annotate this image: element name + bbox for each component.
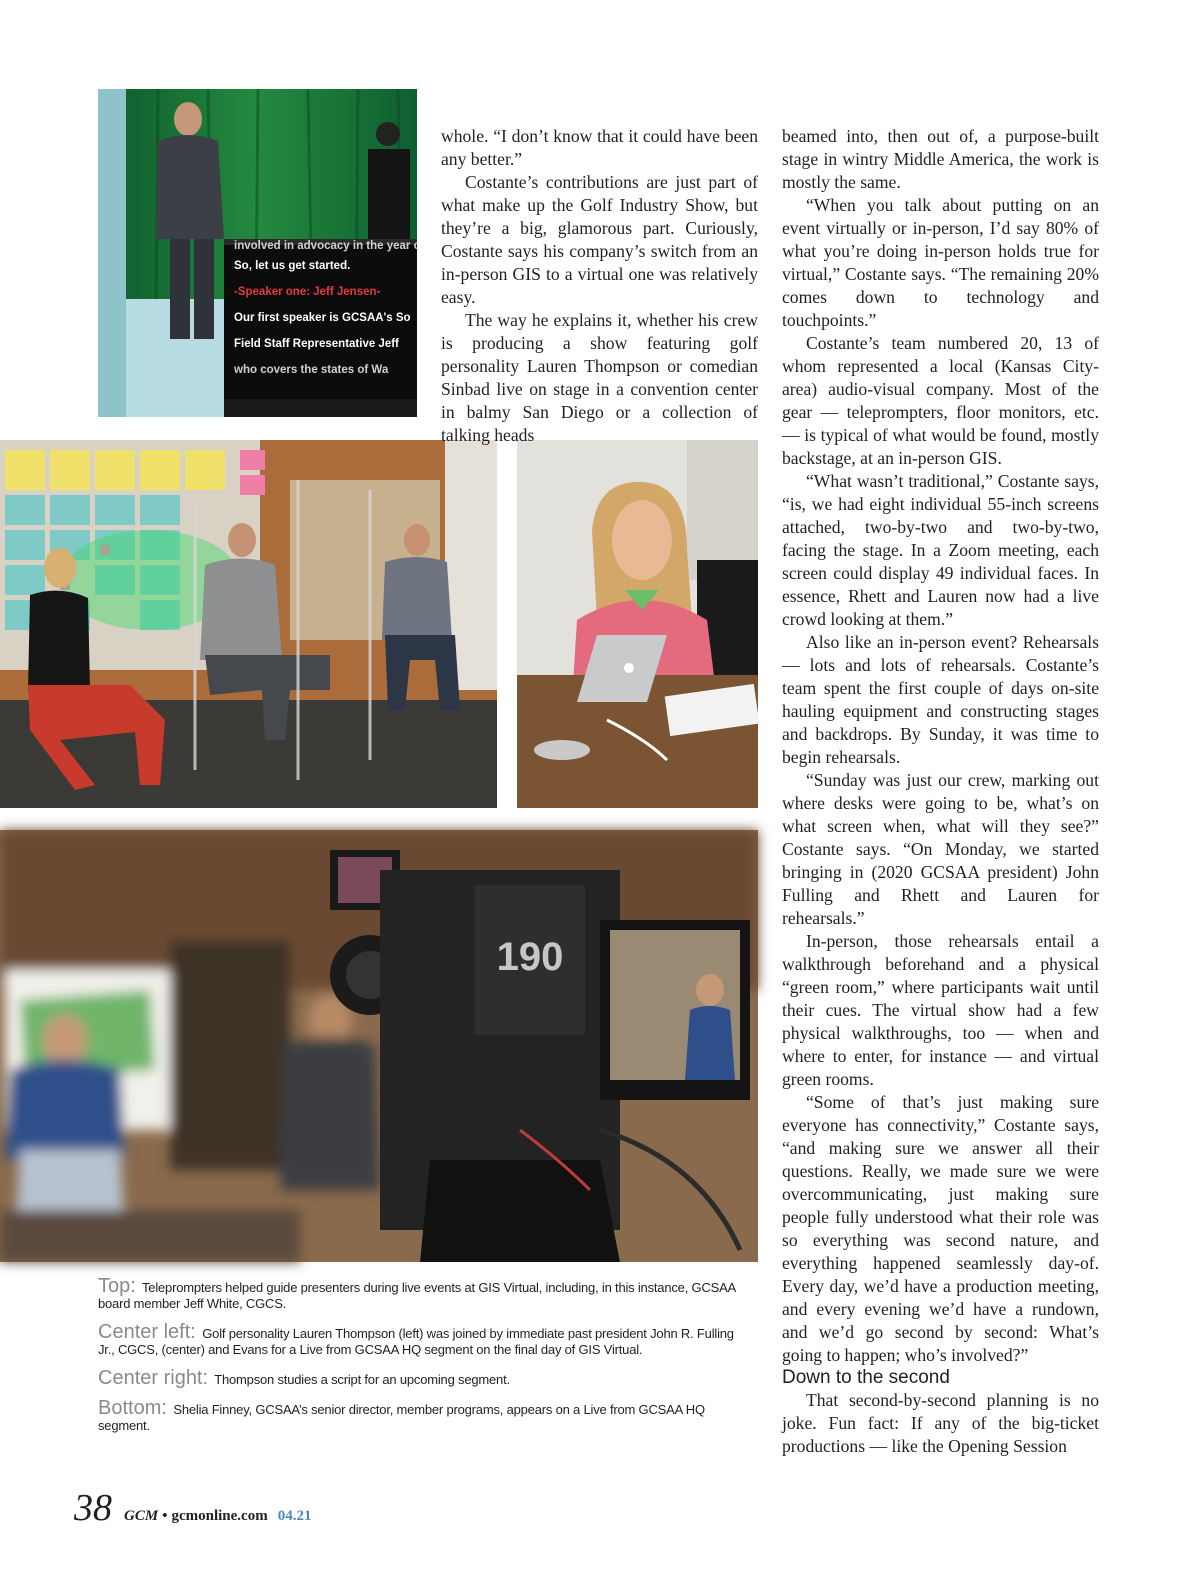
body-paragraph: The way he explains it, whether his crew is producing a show featuring golf personality Lauren Thompson or comedian Sinbad live on stage in a convention center in balmy San Diego or a collection of talking heads [441,310,758,445]
caption-bottom [98,1397,748,1434]
body-paragraph: Costante’s team numbered 20, 13 of whom represented a local (Kansas City-area) audio-visual company. Most of the gear — teleprompters, floor monitors, etc. — is typical of what would be found, mostly backstage, at an in-person GIS. [782,333,1099,468]
caption-center-right [98,1367,748,1389]
body-paragraph: “When you talk about putting on an event virtually or in-person, I’d say 80% of what you’re doing in-person holds true for virtual,” Costante says. “The remaining 20% comes down to technology and touchpoints.” [782,195,1099,330]
photo-camera-rig [0,830,758,1262]
website-link[interactable]: gcmonline.com [171,1508,268,1524]
caption-label: Center left: [98,1321,196,1343]
teleprompter-line: involved in advocacy in the year o [234,240,421,252]
caption-text: Teleprompters helped guide presenters during live events at GIS Virtual, including, in this instance, GCSAA board member Jeff White, CGCS. [98,1280,736,1311]
body-paragraph: “Sunday was just our crew, marking out where desks were going to be, what’s on what screen when, what will they see?” Costante says. “On Monday, we started bringing in (2020 GCSAA president) John Fulling and Rhett and Lauren for rehearsals.” [782,770,1099,928]
body-paragraph: beamed into, then out of, a purpose-built stage in wintry Middle America, the work is mostly the same. [782,126,1099,192]
caption-text: Shelia Finney, GCSAA’s senior director, member programs, appears on a Live from GCSAA HQ segment. [98,1402,705,1433]
teleprompter-line: -Speaker one: Jeff Jensen- [234,286,381,298]
article-column-right [782,125,1099,1458]
magazine-name: GCM [124,1508,159,1524]
photo-teleprompter [98,89,421,417]
caption-label: Center right: [98,1367,209,1389]
photo-thompson-desk [517,440,758,808]
teleprompter-line [234,357,417,369]
body-paragraph: “What wasn’t traditional,” Costante says, “is, we had eight individual 55-inch screens attached, two-by-two and two-by-two, facing the stage. In a Zoom meeting, each screen could display 49 individual faces. In essence, Rhett and Lauren now had a live crowd looking at them.” [782,471,1099,629]
body-paragraph: Costante’s contributions are just part of what make up the Golf Industry Show, but they’re a big, glamorous part. Curiously, Costante says his company’s switch from an in-person GIS to a virtual one was relatively easy. [441,172,758,307]
body-paragraph: Also like an in-person event? Rehearsals — lots and lots of rehearsals. Costante’s team spent the first couple of days on-site hauling equipment and constructing stages and backdrops. By Sunday, it was time to begin rehearsals. [782,632,1099,767]
teleprompter-line: Our first speaker is GCSAA's So [234,312,411,324]
body-paragraph: whole. “I don’t know that it could have been any better.” [441,126,758,169]
caption-label: Top: [98,1275,136,1297]
caption-top [98,1275,748,1312]
teleprompter-text [234,240,421,369]
caption-text: Thompson studies a script for an upcoming segment. [214,1372,510,1387]
teleprompter-line: So, let us get started. [234,260,351,272]
issue-date: 04.21 [277,1508,312,1524]
body-paragraph: That second-by-second planning is no joke. Fun fact: If any of the big-ticket productions — like the Opening Session [782,1390,1099,1456]
body-paragraph: In-person, those rehearsals entail a walkthrough beforehand and a physical “green room,” where participants wait until their cues. The virtual show had a few physical walkthroughs, too — when and where to enter, for instance — and virtual green rooms. [782,931,1099,1089]
caption-center-left [98,1321,748,1358]
caption-text: Golf personality Lauren Thompson (left) was joined by immediate past president John R. Fulling Jr., CGCS, (center) and Evans for a Live from GCSAA HQ segment on the final day of GIS Virtual. [98,1326,734,1357]
photo-captions [98,1275,748,1446]
caption-label: Bottom: [98,1397,167,1419]
folio-bullet: • [162,1508,168,1524]
teleprompter-line: Field Staff Representative Jeff [234,338,399,350]
page-folio [74,1486,312,1529]
article-column-middle [441,125,758,447]
page-number: 38 [74,1487,112,1529]
photo-panel-segment [0,440,497,808]
battery-label-graphic: 190 [496,935,564,979]
section-subhead: Down to the second [782,1367,950,1388]
body-paragraph: “Some of that’s just making sure everyone has connectivity,” Costante says, “and making sure we answer all their questions. Really, we made sure we were overcommunicating, just making sure people fully understood what their role was so everything was second nature, and everything happened seamlessly day-of. Every day, we’d have a production meeting, and every evening we’d have a rundown, and we’d go second by second: What’s going to happen; who’s involved?” [782,1092,1099,1365]
